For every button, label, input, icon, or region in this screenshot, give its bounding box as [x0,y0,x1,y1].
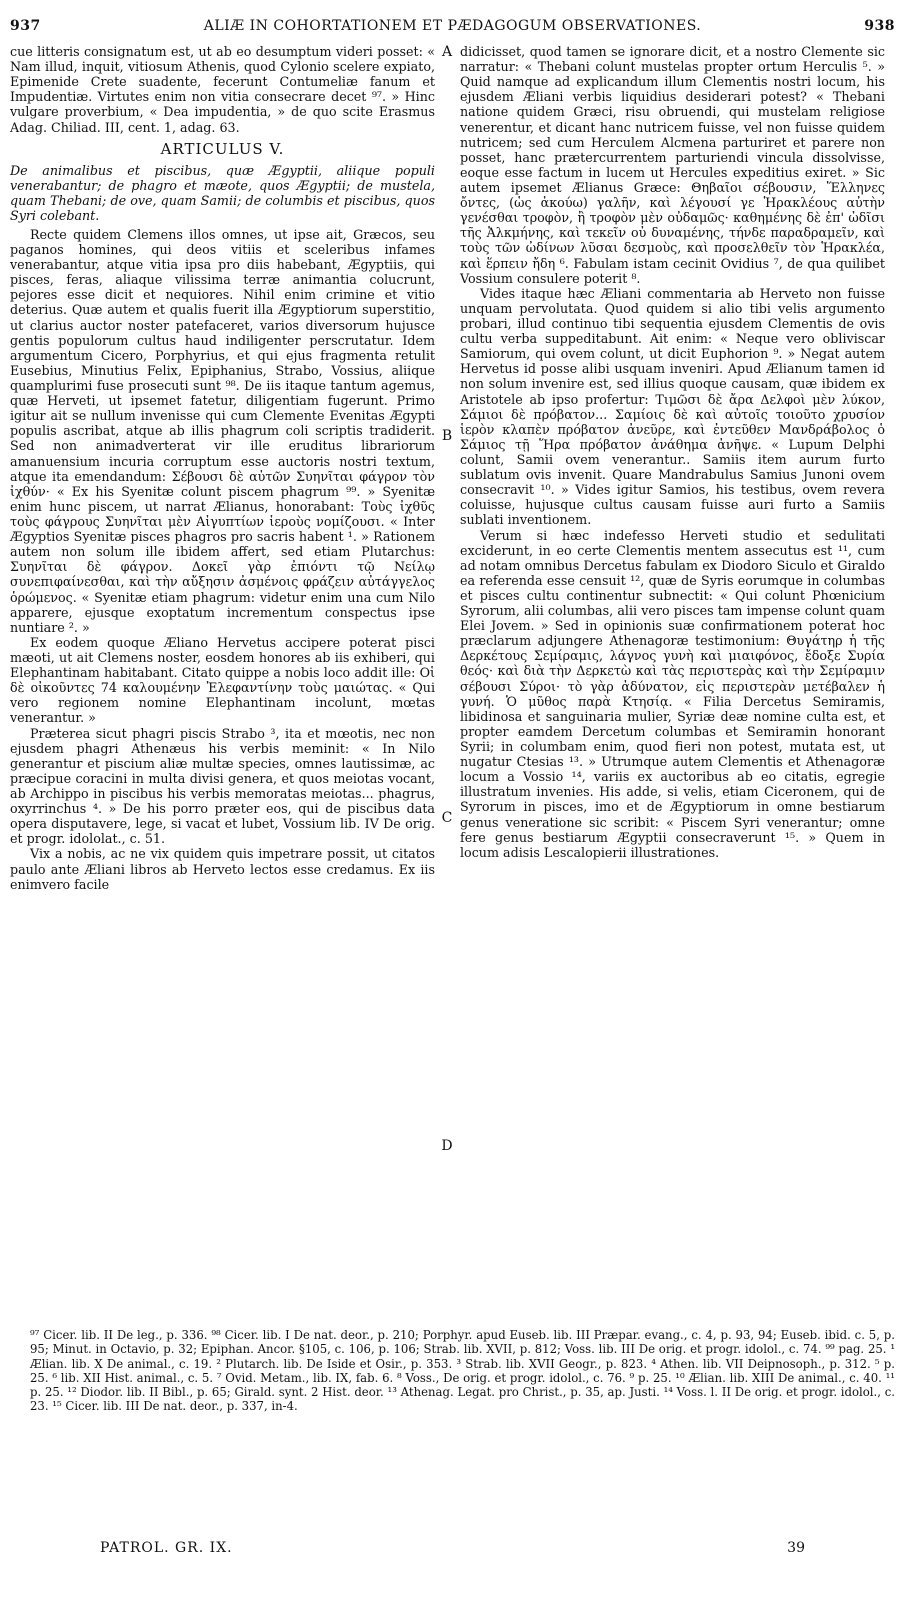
article-summary: De animalibus et piscibus, quæ Ægyptii, aliique populi venerabantur; de phagro et mæote, quos Ægyptii; de mustela, quam Thebani; de ove, quam Samii; de columbis et piscibus, quos Syri colebant. [10,162,435,223]
paragraph: Ex eodem quoque Æliano Hervetus accipere poterat pisci mæoti, ut ait Clemens noster, eosdem honores ab iis exhiberi, qui Elephantinam habitabant. Citato quippe a nobis loco addit ille: Οἱ δὲ οἰκοῦντες 74 καλουμένην Ἐλεφαντίνην τοὺς μαιώτας. « Qui vero regionem nomine Elephantinam incolunt, mœtas venerantur. » [10,634,435,726]
left-column [10,44,435,892]
paragraph: Recte quidem Clemens illos omnes, ut ipse ait, Græcos, seu paganos homines, qui deos vitiis et sceleribus infames venerabantur, atque vitia ipsa pro diis habebant, Ægyptiis, qui pisces, feras, aliaque vilissima terræ animantia colucrunt, pejores esse dicit et nequiores. Nihil enim crimine et vitio deterius. Quæ autem et qualis fuerit illa Ægyptiorum superstitio, ut clarius auctor noster patefaceret, varios diversorum hujusce gentis populorum cultus haud indiligenter perscrutatur. Idem argumentum Cicero, Porphyrius, et qui ejus fragmenta retulit Eusebius, Minutius Felix, Epiphanius, Strabo, Vossius, aliique quamplurimi fuse prosecuti sunt ⁹⁸. De iis itaque tantum agemus, quæ Herveti, ut ipsemet fatetur, diligentiam fugerunt. Primo igitur ait se nullum invenisse qui cum Clemente Evenitas Ægypti populis ascribat, atque ab illis phagrum coli scriptis tradiderit. Sed non animadverterat vir ille eruditus librariorum amanuensium incuria corruptum esse auctoris nostri textum, atque ita emendandum: Σέβουσι δὲ αὐτῶν Συηνῖται φάγρον τὸν ἰχθύν· « Ex his Syenitæ colunt piscem phagrum ⁹⁹. » Syenitæ enim hunc piscem, ut narrat Ælianus, honorabant: Τοὺς ἰχθῦς τοὺς φάγρους Συηνῖται μὲν Αἰγυπτίων ἱεροὺς νομίζουσι. « Inter Ægyptios Syenitæ pisces phagros pro sacris habent ¹. » Rationem autem non solum ille ibidem affert, sed etiam Plutarchus: Συηνῖται δὲ φάγρον. Δοκεῖ γὰρ ἐπιόντι τῷ Νείλῳ συνεπιφαίνεσθαι, καὶ τὴν αὔξησιν ἀσμένοις φράζειν αὐτάγγελος ὁρώμενος. « Syenitæ etiam phagrum: videtur enim una cum Nilo apparere, ejusque exoptatum incrementum conspectus ipse nuntiare ². » [10,226,435,635]
paragraph: Præterea sicut phagri piscis Strabo ³, ita et mœotis, nec non ejusdem phagri Athenæus his verbis meminit: « In Nilo generantur et piscium aliæ multæ species, omnes lautissimæ, ac præcipue coracini in multa divisi genera, et quos meiotas vocant, ab Archippo in piscibus his verbis memoratas meiotas... phagrus, oxyrrinchus ⁴. » De his porro præter eos, qui de piscibus data opera disputavere, lege, si vacat et lubet, Vossium lib. IV De orig. et progr. idololat., c. 51. [10,725,435,847]
running-title: ALIÆ IN COHORTATIONEM ET PÆDAGOGUM OBSERVATIONES. [203,18,702,34]
volume-label: PATROL. GR. IX. [100,1540,233,1556]
article-heading: ARTICULUS V. [160,139,285,158]
paragraph: cue litteris consignatum est, ut ab eo desumptum videri posset: « Nam illud, inquit, vitiosum Athenis, quod Cylonio scelere expiato, Epimenide Crete suadente, fecerunt Contumeliæ fanum et Impudentiæ. Virtutes enim non vitia consecrare decet ⁹⁷. » Hinc vulgare proverbium, « Dea impudentia, » de quo scite Erasmus Adag. Chiliad. III, cent. 1, adag. 63. [10,44,435,135]
page-footer [100,1540,805,1560]
paragraph: Verum si hæc indefesso Herveti studio et sedulitati exciderunt, in eo certe Clementis mentem assecutus est ¹¹, cum ad notam omnibus Dercetus fabulam ex Diodoro Siculo et Giraldo ea referenda esse censuit ¹², quæ de Syris eorumque in columbas et pisces cultu continentur subnectit: « Qui colunt Phœnicium Syrorum, alii columbas, alii vero pisces tam impense colunt quam Elei Jovem. » Sed in opinionis suæ confirmationem poterat hoc præclarum adjungere Athenagoræ testimonium: Θυγάτηρ ἡ τῆς Δερκέτους Σεμίραμις, λάγνος γυνὴ καὶ μιαιφόνος, ἔδοξε Συρία θεός· καὶ διὰ τὴν Δερκετὼ καὶ τὰς περιστερὰς καὶ τὴν Σεμίραμιν σέβουσι Σύροι· τὸ γὰρ ἀδύνατον, εἰς περιστερὰν μετέβαλεν ἡ γυνή. Ὁ μῦθος παρὰ Κτησίᾳ. « Filia Dercetus Semiramis, libidinosa et sanguinaria mulier, Syriæ deæ nomine culta est, et propter eamdem Dercetum columbas et Semiramin honorant Syrii; in columbam enim, quod fieri non potest, mutata est, ut nugatur Ctesias ¹³. » Utrumque autem Clementis et Athenagoræ locum a Vossio ¹⁴, variis ex auctoribus ab eo citatis, egregie illustratum invenies. His adde, si velis, etiam Ciceronem, qui de Syrorum in pisces, imo et de Ægyptiorum in omne bestiarum genus veneratione sic scribit: « Piscem Syri venerantur; omne fere genus bestiarum Ægyptii consecraverunt ¹⁵. » Quem in locum adisis Lescalopierii illustrationes. [460,527,885,860]
page-number-right: 938 [864,18,895,34]
margin-letter-c: C [441,810,453,826]
margin-letter-a: A [441,44,453,60]
signature-number: 39 [787,1540,805,1556]
footnotes [30,1328,895,1414]
footnote-text: ⁹⁷ Cicer. lib. II De leg., p. 336. ⁹⁸ Cicer. lib. I De nat. deor., p. 210; Porphyr. apud Euseb. lib. III Præpar. evang., c. 4, p. 93, 94; Euseb. ibid. c. 5, p. 95; Minut. in Octavio, p. 32; Epiphan. Ancor. §105, c. 106, p. 106; Strab. lib. XVII, p. 812; Voss. lib. III De orig. et progr. idolol., c. 74. ⁹⁹ pag. 25. ¹ Ælian. lib. X De animal., c. 19. ² Plutarch. lib. De Iside et Osir., p. 353. ³ Strab. lib. XVII Geogr., p. 823. ⁴ Athen. lib. VII Deipnosoph., p. 312. ⁵ p. 25. ⁶ lib. XII Hist. animal., c. 5. ⁷ Ovid. Metam., lib. IX, fab. 6. ⁸ Voss., De orig. et progr. idolol., c. 76. ⁹ p. 25. ¹⁰ Ælian. lib. XIII De animal., c. 40. ¹¹ p. 25. ¹² Diodor. lib. II Bibl., p. 65; Girald. synt. 2 Hist. deor. ¹³ Athenag. Legat. pro Christ., p. 35, ap. Justi. ¹⁴ Voss. l. II De orig. et progr. idolol., c. 23. ¹⁵ Cicer. lib. III De nat. deor., p. 337, in-4. [30,1328,895,1414]
right-column [460,44,885,860]
page-number-left: 937 [10,18,41,34]
paragraph: Vix a nobis, ac ne vix quidem quis impetrare possit, ut citatos paulo ante Æliani libros ab Herveto lectos esse credamus. Ex iis enimvero facile [10,846,435,892]
margin-letter-d: D [441,1138,453,1154]
running-header [10,18,895,40]
paragraph: Vides itaque hæc Æliani commentaria ab Herveto non fuisse unquam pervolutata. Quod quidem si alio tibi velis argumento probari, illud continuo tibi sequentia ejusdem Clementis de ovis cultu verba suppeditabunt. Ait enim: « Neque vero obliviscar Samiorum, qui ovem colunt, ut dicit Euphorion ⁹. » Negat autem Hervetus id posse alibi usquam inveniri. Apud Ælianum tamen id non solum invenire est, sed illius quoque causam, quæ ibidem ex Aristotele ab ipso profertur: Τιμῶσι δὲ ἄρα Δελφοὶ μὲν λύκον, Σάμιοι δὲ πρόβατον... Σαμίοις δὲ καὶ αὐτοῖς τοιοῦτο χρυσίον ἱερὸν κλαπὲν πρόβατον ἀνεῦρε, καὶ ἐντεῦθεν Μανδράβολος ὁ Σάμιος τῇ Ἥρα πρόβατον ἀνάθημα ἀνῆψε. « Lupum Delphi colunt, Samii ovem venerantur.. Samiis item aurum furto sublatum ovis invenit. Quare Mandrabulus Samius Junoni ovem consecravit ¹⁰. » Vides igitur Samios, his testibus, ovem revera coluisse, hujusque cultus causam fuisse auri furto a Samiis sublati inventionem. [460,285,885,528]
paragraph: didicisset, quod tamen se ignorare dicit, et a nostro Clemente sic narratur: « Thebani colunt mustelas propter ortum Herculis ⁵. » Quid namque ad explicandum illum Clementis nostri locum, his ejusdem Æliani verbis liquidius desiderari potest? « Thebani natione quidem Græci, risu obruendi, qui mustelam religiose venerentur, et dicant hanc nutricem fuisse, vel non fuisse quidem nutricem; sed cum Herculem Alcmena parturiret et parere non posset, hanc prætercurrentem parturiendi vincula dissolvisse, eoque esse factum in lucem ut Hercules expeditius exiret. » Sic autem ipsemet Ælianus Græce: Θηβαῖοι σέβουσιν, Ἕλληνες ὄντες, (ὡς ἀκούω) γαλῆν, καὶ λέγουσί γε Ἡρακλέους αὐτὴν γενέσθαι τροφὸν, ἢ τροφὸν μὲν οὐδαμῶς· καθημένης δὲ ἐπ' ὠδῖσι τῆς Ἀλκμήνης, καὶ τεκεῖν οὐ δυναμένης, τήνδε παραδραμεῖν, καὶ τοὺς τῶν ὠδίνων λῦσαι δεσμοὺς, καὶ προσελθεῖν τὸν Ἡρακλέα, καὶ ἕρπειν ἤδη ⁶. Fabulam istam cecinit Ovidius ⁷, de qua quilibet Vossium consulere poterit ⁸. [460,44,885,286]
margin-letter-b: B [441,428,453,444]
